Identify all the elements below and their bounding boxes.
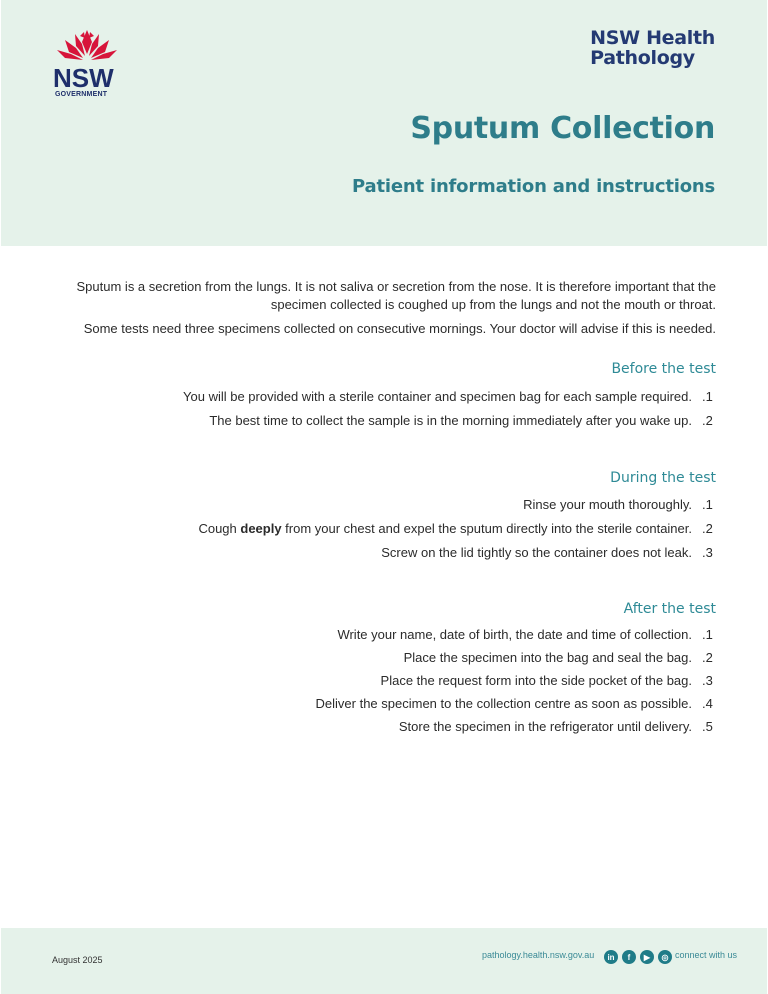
section-title-during: During the test (610, 470, 716, 486)
step-text: Rinse your mouth thoroughly. (523, 497, 692, 512)
step-text: Place the request form into the side pocket of the bag. (380, 673, 692, 688)
intro-paragraph-2: Some tests need three specimens collected on consecutive mornings. Your doctor will advise if this is needed. (83, 321, 716, 336)
intro-line-1: Sputum is a secretion from the lungs. It is not saliva or secretion from the nose. It is therefore important that the (76, 279, 716, 294)
section-title-before: Before the test (611, 361, 716, 377)
step-during-2 (198, 521, 716, 536)
step-text: Store the specimen in the refrigerator until delivery. (398, 719, 692, 734)
youtube-icon[interactable]: ▶ (640, 950, 654, 964)
section-title-after: After the test (623, 601, 716, 617)
step-after-2 (404, 650, 716, 665)
step-number: .2 (702, 650, 713, 665)
step-before-1 (183, 389, 716, 404)
step-during-3 (381, 545, 716, 560)
step-before-2 (209, 413, 716, 428)
step-text: You will be provided with a sterile container and specimen bag for each sample required. (183, 389, 692, 404)
step-text: Screw on the lid tightly so the container does not leak. (381, 545, 692, 560)
linkedin-icon[interactable]: in (604, 950, 618, 964)
step-after-5 (399, 719, 716, 734)
website-link[interactable]: pathology.health.nsw.gov.au (482, 950, 595, 960)
step-text-pre: Cough (198, 521, 241, 536)
step-text: Write your name, date of birth, the date and time of collection. (337, 627, 692, 642)
facebook-icon[interactable]: f (622, 950, 636, 964)
page-title: Sputum Collection (410, 111, 715, 146)
intro-paragraph-1 (56, 278, 716, 314)
step-number: .4 (702, 696, 713, 711)
step-text (198, 521, 692, 536)
step-text: Deliver the specimen to the collection centre as soon as possible. (315, 696, 692, 711)
footer (1, 928, 767, 994)
nsw-logo-subtext: GOVERNMENT (55, 91, 108, 98)
step-number: .3 (702, 545, 713, 560)
brand-line-1: NSW Health (590, 27, 715, 49)
step-number: .2 (702, 413, 713, 428)
intro-line-2: specimen collected is coughed up from the lungs and not the mouth or throat. (270, 297, 716, 312)
step-during-1 (523, 497, 716, 512)
step-after-3 (381, 673, 716, 688)
step-number: .2 (702, 521, 713, 536)
connect-with-us-label: connect with us (675, 950, 738, 960)
publication-date: August 2025 (52, 955, 103, 965)
step-number: .1 (702, 627, 713, 642)
step-number: .5 (702, 719, 713, 734)
instagram-icon[interactable]: ◎ (658, 950, 672, 964)
social-links (604, 950, 672, 964)
brand-line-2: Pathology (590, 47, 695, 69)
step-text-emphasis: deeply (240, 521, 282, 536)
nsw-health-pathology-logo (590, 28, 715, 68)
step-text-post: from your chest and expel the sputum directly into the sterile container. (281, 521, 692, 536)
step-number: .1 (702, 389, 713, 404)
step-after-1 (337, 627, 716, 642)
header-banner (1, 0, 767, 246)
step-number: .3 (702, 673, 713, 688)
step-number: .1 (702, 497, 713, 512)
step-after-4 (316, 696, 716, 711)
step-text: The best time to collect the sample is in the morning immediately after you wake up. (209, 413, 692, 428)
step-text: Place the specimen into the bag and seal the bag. (403, 650, 692, 665)
nsw-logo-text: NSW (53, 63, 114, 93)
page-subtitle: Patient information and instructions (352, 176, 715, 197)
